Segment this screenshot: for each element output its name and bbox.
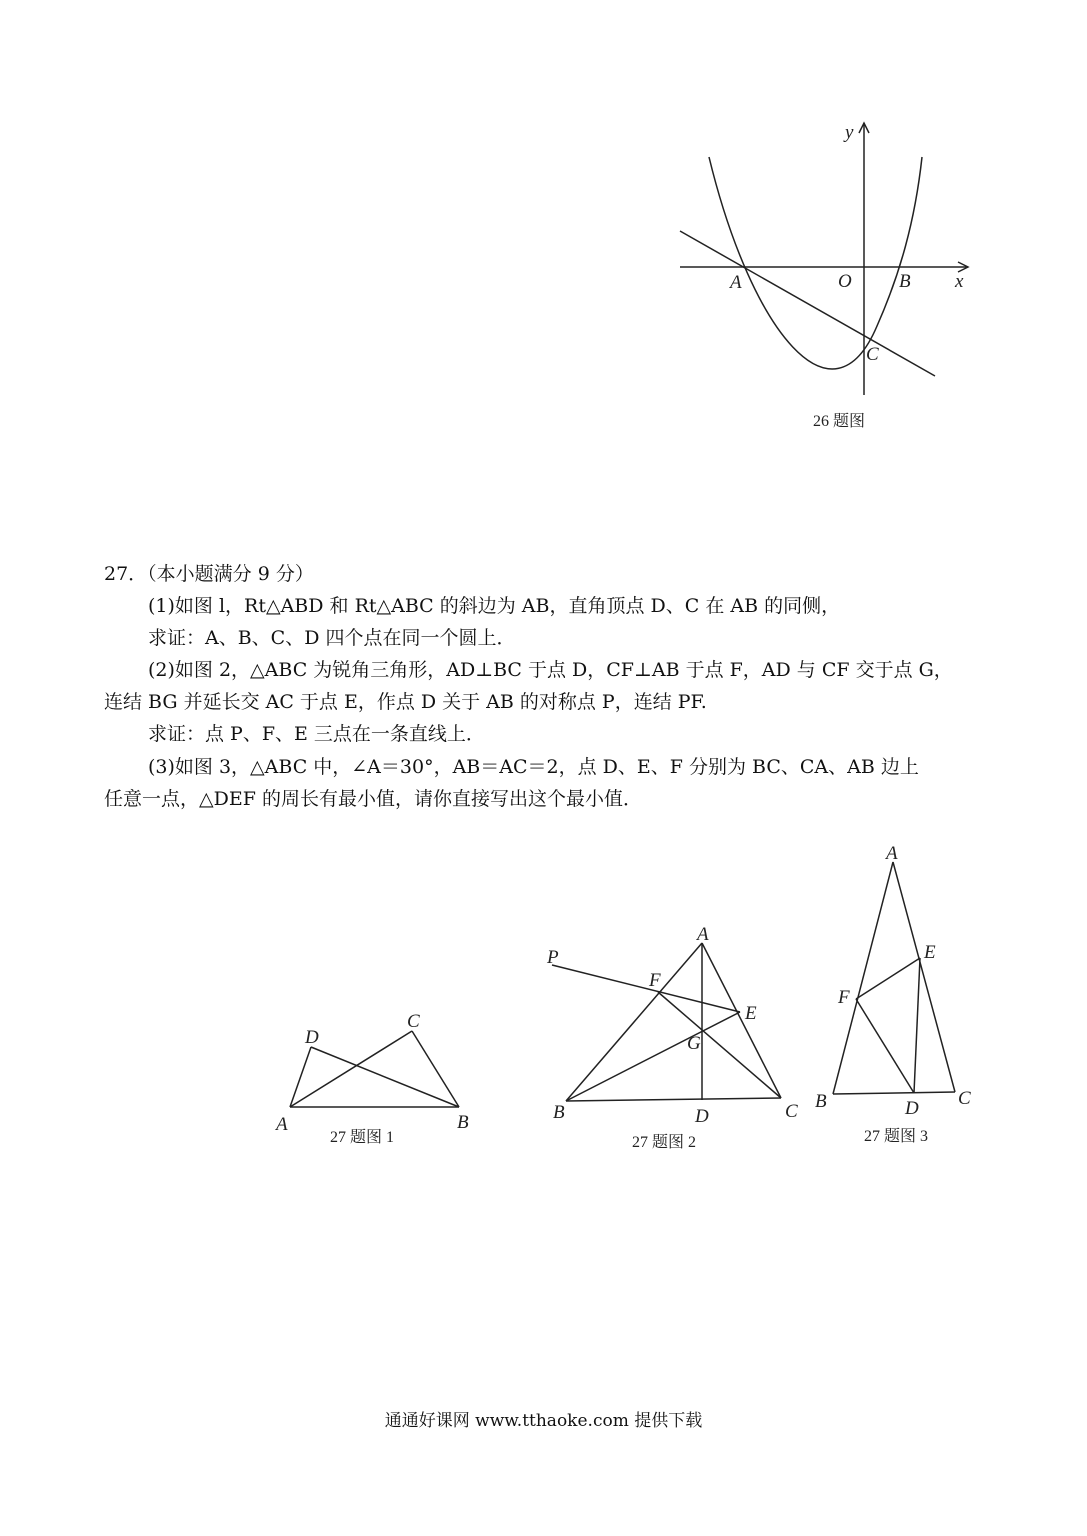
fig3-label-a: A [886, 843, 898, 864]
fig3-label-c: C [958, 1088, 971, 1109]
q27-part2-line3: 求证：点 P、F、E 三点在一条直线上． [148, 723, 485, 745]
label-y: y [845, 122, 854, 143]
fig3-label-d: D [905, 1098, 919, 1119]
fig3-label-b: B [815, 1091, 827, 1112]
fig1-label-c: C [407, 1011, 420, 1032]
label-o: O [838, 271, 852, 292]
fig1-label-a: A [276, 1114, 288, 1135]
fig2-label-d: D [695, 1106, 709, 1127]
q27-part3-line2: 任意一点，△DEF 的周长有最小值，请你直接写出这个最小值． [104, 788, 642, 810]
figures-27 [260, 830, 1000, 1160]
fig2-label-f: F [649, 970, 661, 991]
q27-part2-line1: (2)如图 2，△ABC 为锐角三角形，AD⊥BC 于点 D，CF⊥AB 于点 F，AD 与 CF 交于点 G， [148, 659, 953, 681]
label-a: A [730, 272, 742, 293]
figure-27-2-caption: 27 题图 2 [632, 1134, 697, 1151]
fig2-label-e: E [745, 1003, 757, 1024]
fig3-label-f: F [838, 987, 850, 1008]
fig2-label-p: P [547, 947, 559, 968]
fig2-label-b: B [553, 1102, 565, 1123]
q27-part3-line1: (3)如图 3，△ABC 中，∠A＝30°，AB＝AC＝2，点 D、E、F 分别为 BC、CA、AB 边上 [148, 756, 919, 778]
figure-27-3 [833, 862, 955, 1094]
footer-credit: 通通好课网 www.tthaoke.com 提供下载 [384, 1411, 703, 1431]
q27-part1-line1: (1)如图 l，Rt△ABD 和 Rt△ABC 的斜边为 AB，直角顶点 D、C 在 AB 的同侧， [148, 595, 841, 617]
fig2-label-a: A [697, 924, 709, 945]
fig1-label-b: B [457, 1112, 469, 1133]
q27-part1-line2: 求证：A、B、C、D 四个点在同一个圆上． [148, 627, 516, 649]
line-ac [680, 231, 935, 376]
fig1-label-d: D [305, 1027, 319, 1048]
label-b: B [899, 271, 911, 292]
figure-26 [660, 110, 1000, 440]
parabola-curve [709, 157, 922, 369]
label-x: x [955, 271, 964, 292]
label-c: C [866, 344, 879, 365]
fig2-label-g: G [687, 1033, 701, 1054]
fig2-label-c: C [785, 1101, 798, 1122]
fig3-label-e: E [924, 942, 936, 963]
figure-27-1-caption: 27 题图 1 [330, 1129, 395, 1146]
q27-part2-line2: 连结 BG 并延长交 AC 于点 E，作点 D 关于 AB 的对称点 P，连结 PF. [104, 691, 707, 713]
figure-27-3-caption: 27 题图 3 [864, 1128, 929, 1145]
figure-26-caption: 26 题图 [813, 413, 866, 430]
q27-header: 27．（本小题满分 9 分） [104, 563, 314, 585]
